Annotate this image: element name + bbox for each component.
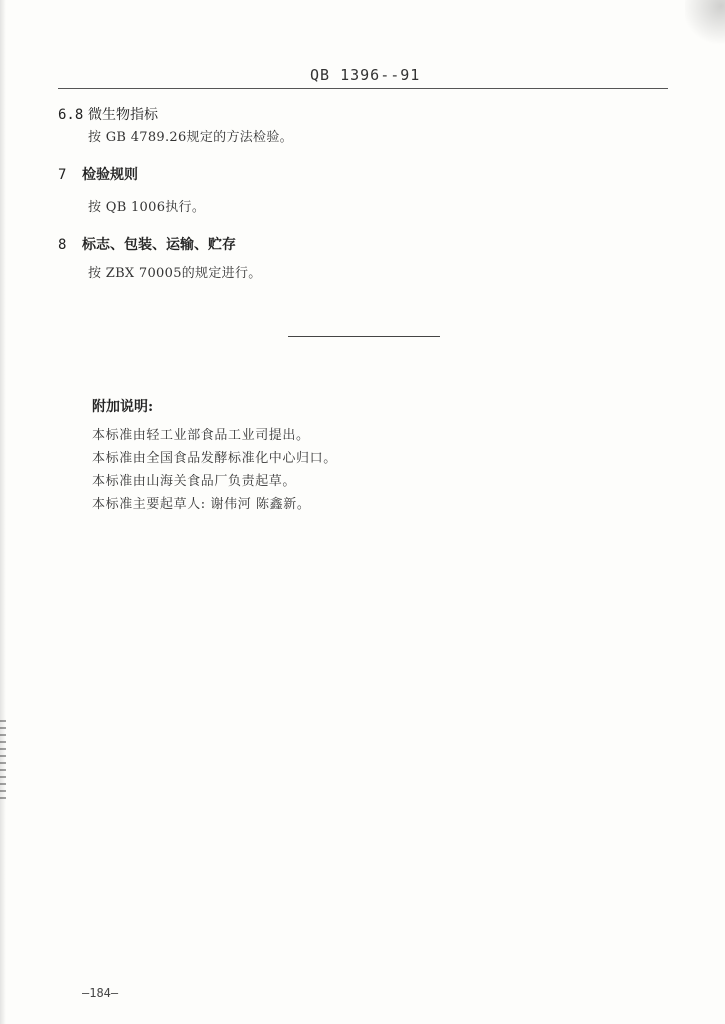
section-body-6-8: 按 GB 4789.26规定的方法检验。: [88, 130, 293, 145]
header-rule: [58, 88, 668, 89]
section-number: 7: [58, 167, 67, 183]
section-number: 6.8: [58, 107, 84, 123]
section-title: 微生物指标: [88, 107, 158, 123]
section-heading-8: [58, 234, 236, 254]
note-line: 本标准由轻工业部食品工业司提出。: [92, 428, 310, 443]
note-line: 本标准由山海关食品厂负责起草。: [92, 474, 297, 489]
section-title: 标志、包装、运输、贮存: [82, 237, 236, 253]
scan-noise-left: [0, 720, 6, 800]
standard-code: QB 1396--91: [310, 66, 421, 84]
section-body-7: 按 QB 1006执行。: [88, 200, 206, 215]
end-divider: [288, 336, 440, 337]
scan-shadow-left: [0, 0, 6, 1024]
scan-noise-corner: [685, 0, 725, 60]
note-line: 本标准由全国食品发酵标准化中心归口。: [92, 451, 337, 466]
section-body-8: 按 ZBX 70005的规定进行。: [88, 266, 262, 281]
section-heading-6-8: [58, 104, 158, 124]
section-heading-7: [58, 164, 138, 184]
notes-title: 附加说明:: [92, 399, 154, 415]
section-number: 8: [58, 237, 67, 253]
note-line: 本标准主要起草人: 谢伟河 陈鑫新。: [92, 497, 311, 512]
section-title: 检验规则: [82, 167, 138, 183]
page-number: —184—: [82, 986, 119, 1000]
notes-list: [92, 424, 337, 516]
